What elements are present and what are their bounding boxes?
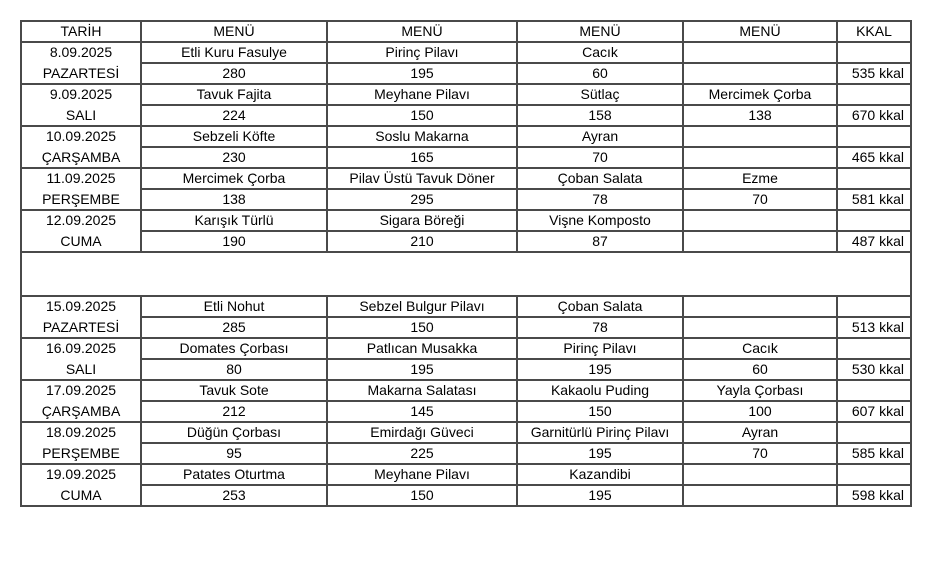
menu-item-cell: Mercimek Çorba (141, 168, 327, 189)
item-kcal-cell: 70 (683, 443, 837, 464)
item-kcal-cell: 280 (141, 63, 327, 84)
menu-item-cell: Meyhane Pilavı (327, 464, 517, 485)
total-kcal-cell: 465 kkal (837, 147, 911, 168)
item-kcal-cell: 285 (141, 317, 327, 338)
menu-item-cell: Çoban Salata (517, 296, 683, 317)
item-kcal-cell (683, 231, 837, 252)
item-kcal-cell: 150 (327, 317, 517, 338)
weekday-cell: PERŞEMBE (21, 189, 141, 210)
day-kcal-row (21, 189, 911, 210)
kcal-empty-cell (837, 464, 911, 485)
menu-item-cell: Ayran (517, 126, 683, 147)
day-kcal-row (21, 401, 911, 422)
weekday-cell: SALI (21, 359, 141, 380)
menu-item-cell: Sigara Böreği (327, 210, 517, 231)
day-kcal-row (21, 317, 911, 338)
day-kcal-row (21, 63, 911, 84)
menu-item-cell: Vişne Komposto (517, 210, 683, 231)
item-kcal-cell: 70 (517, 147, 683, 168)
total-kcal-cell: 513 kkal (837, 317, 911, 338)
item-kcal-cell: 87 (517, 231, 683, 252)
menu-item-cell: Sebzel Bulgur Pilavı (327, 296, 517, 317)
day-kcal-row (21, 443, 911, 464)
date-cell: 9.09.2025 (21, 84, 141, 105)
kcal-empty-cell (837, 210, 911, 231)
kcal-empty-cell (837, 84, 911, 105)
day-item-row (21, 464, 911, 485)
item-kcal-cell: 253 (141, 485, 327, 506)
menu-item-cell: Yayla Çorbası (683, 380, 837, 401)
menu-item-cell: Etli Kuru Fasulye (141, 42, 327, 63)
header-cell-menu-4: MENÜ (683, 21, 837, 42)
item-kcal-cell: 78 (517, 317, 683, 338)
total-kcal-cell: 585 kkal (837, 443, 911, 464)
item-kcal-cell: 60 (517, 63, 683, 84)
item-kcal-cell: 190 (141, 231, 327, 252)
date-cell: 19.09.2025 (21, 464, 141, 485)
item-kcal-cell: 165 (327, 147, 517, 168)
menu-item-cell: Pilav Üstü Tavuk Döner (327, 168, 517, 189)
header-cell-kcal: KKAL (837, 21, 911, 42)
menu-item-cell: Soslu Makarna (327, 126, 517, 147)
total-kcal-cell: 607 kkal (837, 401, 911, 422)
date-cell: 12.09.2025 (21, 210, 141, 231)
kcal-empty-cell (837, 296, 911, 317)
date-cell: 15.09.2025 (21, 296, 141, 317)
kcal-empty-cell (837, 126, 911, 147)
menu-item-cell (683, 42, 837, 63)
item-kcal-cell (683, 147, 837, 168)
menu-item-cell: Kazandibi (517, 464, 683, 485)
item-kcal-cell: 138 (683, 105, 837, 126)
day-item-row (21, 42, 911, 63)
menu-item-cell: Çoban Salata (517, 168, 683, 189)
item-kcal-cell: 195 (517, 443, 683, 464)
item-kcal-cell: 95 (141, 443, 327, 464)
kcal-empty-cell (837, 338, 911, 359)
date-cell: 8.09.2025 (21, 42, 141, 63)
menu-item-cell: Makarna Salatası (327, 380, 517, 401)
day-kcal-row (21, 231, 911, 252)
item-kcal-cell: 195 (327, 63, 517, 84)
menu-item-cell: Patlıcan Musakka (327, 338, 517, 359)
total-kcal-cell: 530 kkal (837, 359, 911, 380)
menu-item-cell (683, 464, 837, 485)
menu-item-cell: Cacık (683, 338, 837, 359)
day-item-row (21, 422, 911, 443)
menu-item-cell: Meyhane Pilavı (327, 84, 517, 105)
total-kcal-cell: 487 kkal (837, 231, 911, 252)
item-kcal-cell: 230 (141, 147, 327, 168)
weekday-cell: PERŞEMBE (21, 443, 141, 464)
menu-item-cell: Garnitürlü Pirinç Pilavı (517, 422, 683, 443)
item-kcal-cell: 145 (327, 401, 517, 422)
header-cell-date: TARİH (21, 21, 141, 42)
kcal-empty-cell (837, 42, 911, 63)
day-item-row (21, 126, 911, 147)
item-kcal-cell: 195 (517, 359, 683, 380)
menu-item-cell: Mercimek Çorba (683, 84, 837, 105)
day-kcal-row (21, 485, 911, 506)
item-kcal-cell: 80 (141, 359, 327, 380)
menu-item-cell: Ayran (683, 422, 837, 443)
item-kcal-cell: 150 (327, 485, 517, 506)
menu-item-cell (683, 296, 837, 317)
menu-item-cell (683, 210, 837, 231)
total-kcal-cell: 598 kkal (837, 485, 911, 506)
weekday-cell: PAZARTESİ (21, 317, 141, 338)
item-kcal-cell: 210 (327, 231, 517, 252)
item-kcal-cell: 225 (327, 443, 517, 464)
day-item-row (21, 296, 911, 317)
date-cell: 18.09.2025 (21, 422, 141, 443)
menu-table-body (21, 21, 911, 506)
menu-item-cell: Patates Oturtma (141, 464, 327, 485)
item-kcal-cell: 150 (327, 105, 517, 126)
menu-item-cell: Cacık (517, 42, 683, 63)
total-kcal-cell: 581 kkal (837, 189, 911, 210)
menu-item-cell: Pirinç Pilavı (327, 42, 517, 63)
menu-item-cell: Kakaolu Puding (517, 380, 683, 401)
item-kcal-cell: 138 (141, 189, 327, 210)
date-cell: 10.09.2025 (21, 126, 141, 147)
weekday-cell: CUMA (21, 485, 141, 506)
day-item-row (21, 380, 911, 401)
menu-item-cell: Etli Nohut (141, 296, 327, 317)
header-cell-menu-2: MENÜ (327, 21, 517, 42)
kcal-empty-cell (837, 380, 911, 401)
header-cell-menu-1: MENÜ (141, 21, 327, 42)
menu-item-cell: Pirinç Pilavı (517, 338, 683, 359)
item-kcal-cell (683, 63, 837, 84)
week-separator-row (21, 252, 911, 296)
menu-item-cell: Sütlaç (517, 84, 683, 105)
weekday-cell: CUMA (21, 231, 141, 252)
item-kcal-cell: 295 (327, 189, 517, 210)
header-cell-menu-3: MENÜ (517, 21, 683, 42)
item-kcal-cell: 195 (517, 485, 683, 506)
menu-table (20, 20, 912, 507)
total-kcal-cell: 535 kkal (837, 63, 911, 84)
menu-item-cell: Tavuk Sote (141, 380, 327, 401)
day-item-row (21, 168, 911, 189)
item-kcal-cell: 150 (517, 401, 683, 422)
item-kcal-cell: 100 (683, 401, 837, 422)
weekday-cell: ÇARŞAMBA (21, 401, 141, 422)
menu-item-cell: Ezme (683, 168, 837, 189)
weekday-cell: ÇARŞAMBA (21, 147, 141, 168)
menu-item-cell: Domates Çorbası (141, 338, 327, 359)
menu-item-cell: Emirdağı Güveci (327, 422, 517, 443)
day-kcal-row (21, 359, 911, 380)
weekday-cell: PAZARTESİ (21, 63, 141, 84)
date-cell: 11.09.2025 (21, 168, 141, 189)
kcal-empty-cell (837, 422, 911, 443)
day-kcal-row (21, 105, 911, 126)
menu-item-cell: Tavuk Fajita (141, 84, 327, 105)
date-cell: 16.09.2025 (21, 338, 141, 359)
menu-item-cell: Düğün Çorbası (141, 422, 327, 443)
item-kcal-cell: 158 (517, 105, 683, 126)
item-kcal-cell: 78 (517, 189, 683, 210)
week-separator-cell (21, 252, 911, 296)
menu-item-cell: Sebzeli Köfte (141, 126, 327, 147)
day-item-row (21, 338, 911, 359)
header-row (21, 21, 911, 42)
day-item-row (21, 210, 911, 231)
weekday-cell: SALI (21, 105, 141, 126)
date-cell: 17.09.2025 (21, 380, 141, 401)
menu-item-cell: Karışık Türlü (141, 210, 327, 231)
item-kcal-cell: 60 (683, 359, 837, 380)
item-kcal-cell: 212 (141, 401, 327, 422)
day-kcal-row (21, 147, 911, 168)
item-kcal-cell (683, 485, 837, 506)
kcal-empty-cell (837, 168, 911, 189)
total-kcal-cell: 670 kkal (837, 105, 911, 126)
item-kcal-cell: 224 (141, 105, 327, 126)
item-kcal-cell: 195 (327, 359, 517, 380)
day-item-row (21, 84, 911, 105)
item-kcal-cell (683, 317, 837, 338)
menu-item-cell (683, 126, 837, 147)
item-kcal-cell: 70 (683, 189, 837, 210)
